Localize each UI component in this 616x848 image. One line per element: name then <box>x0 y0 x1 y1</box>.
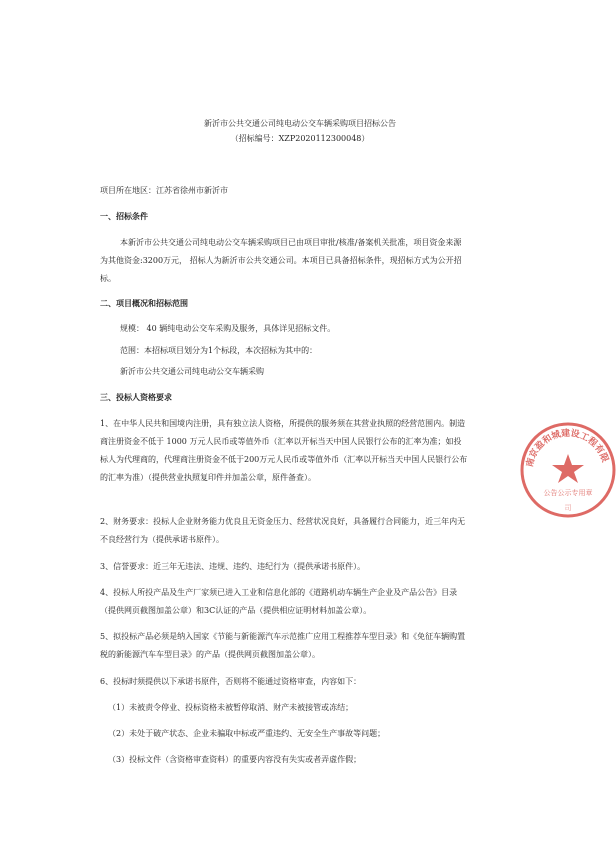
section-2-lot: 新沂市公共交通公司纯电动公交车辆采购 <box>120 367 264 376</box>
section-1-heading: 一、招标条件 <box>100 212 148 221</box>
section-1-paragraph-line: 本新沂市公共交通公司纯电动公交车辆采购项目已由项目审批/核准/备案机关批准，项目资金来源 <box>120 238 462 247</box>
requirement-4-line: （提供网页截图加盖公章）和3C认证的产品（提供相应证明材料加盖公章）。 <box>100 606 372 615</box>
section-1-paragraph-line: 标。 <box>100 274 116 283</box>
requirement-1-line: 1、在中华人民共和国境内注册，具有独立法人资格，所提供的服务须在其营业执照的经营范围内。制造 <box>100 419 466 428</box>
requirement-2-line: 不良经营行为（提供承诺书原件）。 <box>100 535 224 544</box>
requirement-1-line: 标人为代理商的，代理商注册资金不低于200万元人民币或等值外币（汇率以开标当天中国人民银行公布 <box>100 455 468 464</box>
section-1-paragraph-line: 为其他资金:3200万元， 招标人为新沂市公共交通公司。本项目已具备招标条件，现招标方式为公开招 <box>100 256 462 265</box>
requirement-6-line: 6、投标时须提供以下承诺书原件，否则将不能通过资格审查，内容如下： <box>100 677 362 686</box>
section-2-scale: 规模： 40 辆纯电动公交车采购及服务，具体详见招标文件。 <box>120 324 336 333</box>
requirement-3-line: 3、信誉要求：近三年无违法、违规、违约、违纪行为（提供承诺书原件）。 <box>100 562 366 571</box>
requirement-6-item: （2）未处于破产状态、企业未骗取中标或严重违约、无安全生产事故等问题； <box>108 729 386 738</box>
document-subtitle: （招标编号：XZP2020112300048） <box>230 134 370 143</box>
requirement-5-line: 税的新能源汽车车型目录》的产品（提供网页截图加盖公章）。 <box>100 650 320 659</box>
requirement-6-item: （1）未被责令停业、投标资格未被暂停取消、财产未被接管或冻结； <box>108 703 354 712</box>
requirement-5-line: 5、拟投标产品必须是纳入国家《节能与新能源汽车示范推广应用工程推荐车型目录》和《免征车辆购置 <box>100 632 466 641</box>
section-3-heading: 三、投标人资格要求 <box>100 393 172 402</box>
section-2-scope: 范围：本招标项目划分为1个标段，本次招标为其中的： <box>120 346 318 355</box>
seal-star-icon <box>552 454 584 483</box>
document-title: 新沂市公共交通公司纯电动公交车辆采购项目招标公告 <box>204 119 396 128</box>
requirement-1-line: 的汇率为准）（提供营业执照复印件并加盖公章，原件备查）。 <box>100 473 316 482</box>
project-location: 项目所在地区：江苏省徐州市新沂市 <box>100 186 228 195</box>
seal-ring-text: 南京盈和城建设工程有限 <box>525 428 610 469</box>
requirement-2-line: 2、财务要求：投标人企业财务能力优良且无资金压力、经营状况良好，具备履行合同能力，近三年内无 <box>100 517 466 526</box>
seal-bottom-text: 司 <box>564 504 572 512</box>
requirement-1-line: 商注册资金不低于 1000 万元人民币或等值外币（汇率以开标当天中国人民银行公布的汇率为准；如投 <box>100 437 462 446</box>
seal-inner-text: 公告公示专用章 <box>543 489 593 497</box>
official-seal-stamp <box>518 420 616 518</box>
requirement-6-item: （3）投标文件（含资格审查资料）的重要内容没有失实或者弄虚作假； <box>108 755 362 764</box>
requirement-4-line: 4、投标人所投产品及生产厂家须已进入工业和信息化部的《道路机动车辆生产企业及产品公告》目录 <box>100 588 458 597</box>
section-2-heading: 二、项目概况和招标范围 <box>100 299 188 308</box>
